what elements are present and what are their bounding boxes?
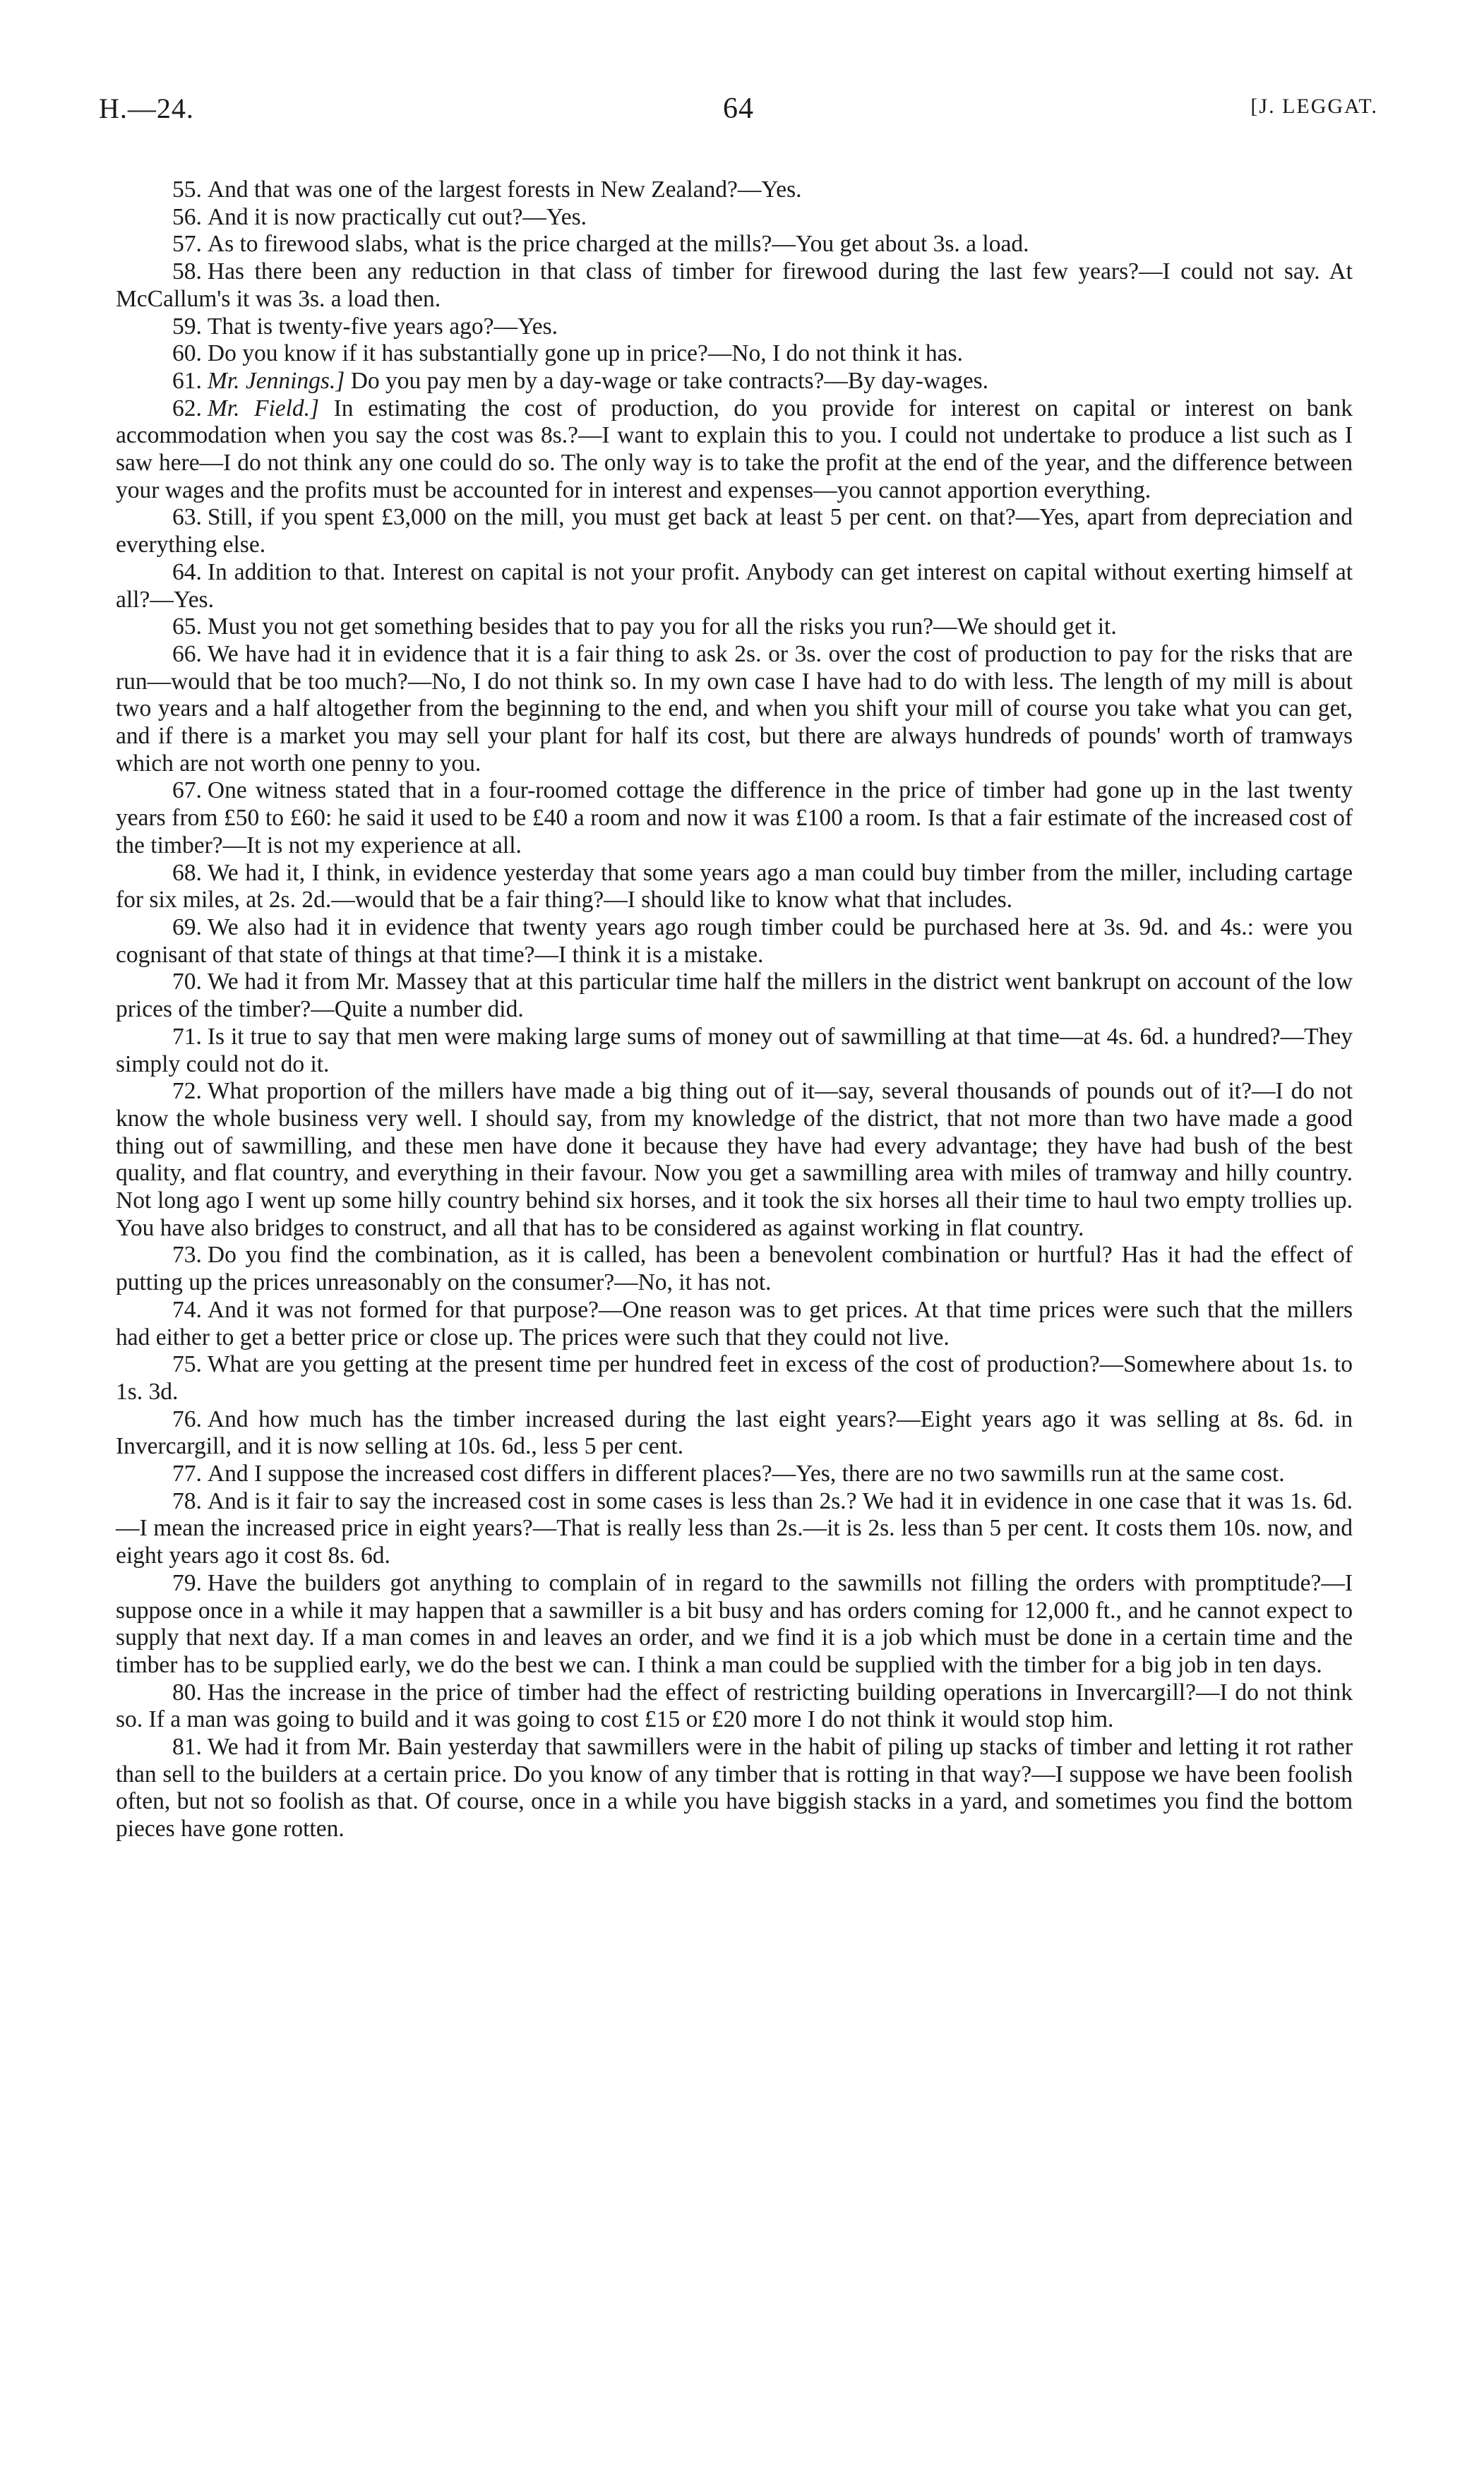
- testimony-paragraph: [116, 258, 1353, 313]
- testimony-paragraph: [116, 395, 1353, 505]
- paragraph-text: And how much has the timber increased during the last eight years?—Eight years ago it was selling at 8s. 6d. in Invercargill, and it is now selling at 10s. 6d., less 5 per cent.: [116, 1406, 1353, 1460]
- testimony-paragraph: [116, 1406, 1353, 1461]
- testimony-paragraph: [116, 504, 1353, 558]
- paragraph-text: What proportion of the millers have made a big thing out of it—say, several thousands of pounds out of it?—I do not know the whole business very well. I should say, from my knowledge of the district, that not more than two have made a good thing out of sawmilling, and these men have done it because they have had every advantage; they have had bush of the best quality, and flat country, and everything in their favour. Now you get a sawmilling area with miles of tramway and hilly country. Not long ago I went up some hilly country behind six horses, and it took the six horses all their time to haul two empty trollies up. You have also bridges to construct, and all that has to be considered as against working in flat country.: [116, 1078, 1353, 1241]
- paragraph-text: Has there been any reduction in that class of timber for firewood during the last few years?—I could not say. At McCallum's it was 3s. a load then.: [116, 258, 1353, 312]
- paragraph-text: And that was one of the largest forests in New Zealand?—Yes.: [207, 176, 802, 203]
- question-number: 62.: [172, 395, 202, 421]
- testimony-paragraph: [116, 1297, 1353, 1351]
- testimony-paragraph: [116, 641, 1353, 778]
- question-number: 70.: [172, 969, 202, 995]
- testimony-paragraph: [116, 1679, 1353, 1734]
- paragraph-text: In estimating the cost of production, do you provide for interest on capital or interest on bank accommodation when you say the cost was 8s.?—I want to explain this to you. I could not undertake to produce a list such as I saw here—I do not think any one could do so. The only way is to take the profit at the end of the year, and the difference between your wages and the profits must be accounted for in interest and expenses—you cannot apportion everything.: [116, 395, 1353, 503]
- question-number: 63.: [172, 504, 202, 531]
- testimony-paragraph: [116, 340, 1353, 368]
- paragraph-text: And it is now practically cut out?—Yes.: [207, 203, 587, 230]
- question-number: 60.: [172, 340, 202, 367]
- question-number: 81.: [172, 1734, 202, 1761]
- paragraph-text: We had it, I think, in evidence yesterday that some years ago a man could buy timber from the miller, including cartage for six miles, at 2s. 2d.—would that be a fair thing?—I should like to know what that includes.: [116, 859, 1353, 913]
- question-number: 65.: [172, 613, 202, 640]
- testimony-paragraph: [116, 914, 1353, 969]
- page-header: [99, 92, 1378, 148]
- testimony-paragraph: [116, 1461, 1353, 1488]
- question-number: 58.: [172, 258, 202, 285]
- paragraph-text: Is it true to say that men were making large sums of money out of sawmilling at that time—at 4s. 6d. a hundred?—They simply could not do it.: [116, 1023, 1353, 1077]
- testimony-paragraph: [116, 313, 1353, 341]
- question-number: 68.: [172, 859, 202, 886]
- speaker-label: Mr. Field.]: [207, 395, 320, 421]
- question-number: 57.: [172, 231, 202, 258]
- paragraph-text: That is twenty-five years ago?—Yes.: [207, 313, 558, 340]
- witness-name: [J. LEGGAT.: [1250, 95, 1378, 118]
- paragraph-text: Have the builders got anything to complain of in regard to the sawmills not filling the orders with promptitude?—I suppose once in a while it may happen that a sawmiller is a bit busy and has orders coming for 12,000 ft., and he cannot expect to supply that next day. If a man comes in and leaves an order, and we find it is a job which must be done in a certain time and the timber has to be supplied early, we do the best we can. I think a man could be supplied with the timber for a big job in ten days.: [116, 1569, 1353, 1678]
- testimony-paragraph: [116, 1242, 1353, 1296]
- paragraph-text: Has the increase in the price of timber had the effect of restricting building operations in Invercargill?—I do not think so. If a man was going to build and it was going to cost £15 or £20 more I do not think it would stop him.: [116, 1679, 1353, 1733]
- testimony-paragraph: [116, 1351, 1353, 1406]
- document-body: [116, 176, 1353, 1843]
- paragraph-text: One witness stated that in a four-roomed cottage the difference in the price of timber had gone up in the last twenty years from £50 to £60: he said it used to be £40 a room and now it was £100 a room. Is that a fair estimate of the increased cost of the timber?—It is not my experience at all.: [116, 777, 1353, 858]
- question-number: 72.: [172, 1078, 202, 1105]
- question-number: 73.: [172, 1242, 202, 1269]
- paragraph-text: And I suppose the increased cost differs in different places?—Yes, there are no two sawmills run at the same cost.: [207, 1461, 1285, 1487]
- paragraph-text: Do you pay men by a day-wage or take contracts?—By day-wages.: [350, 367, 988, 394]
- paragraph-text: Must you not get something besides that to pay you for all the risks you run?—We should get it.: [207, 613, 1117, 640]
- question-number: 64.: [172, 558, 202, 585]
- testimony-paragraph: [116, 204, 1353, 232]
- testimony-paragraph: [116, 1570, 1353, 1679]
- testimony-paragraph: [116, 777, 1353, 859]
- testimony-paragraph: [116, 1734, 1353, 1843]
- question-number: 78.: [172, 1487, 202, 1514]
- question-number: 55.: [172, 176, 202, 203]
- testimony-paragraph: [116, 860, 1353, 914]
- testimony-paragraph: [116, 231, 1353, 258]
- paragraph-text: Do you know if it has substantially gone up in price?—No, I do not think it has.: [207, 340, 963, 367]
- question-number: 67.: [172, 777, 202, 804]
- testimony-paragraph: [116, 1488, 1353, 1570]
- paragraph-text: And is it fair to say the increased cost in some cases is less than 2s.? We had it in evidence in one case that it was 1s. 6d.—I mean the increased price in eight years?—That is really less than 2s.—it is 2s. less than 5 per cent. It costs them 10s. now, and eight years ago it cost 8s. 6d.: [116, 1487, 1353, 1569]
- question-number: 69.: [172, 913, 202, 940]
- question-number: 71.: [172, 1023, 202, 1050]
- paragraph-text: In addition to that. Interest on capital is not your profit. Anybody can get interest on capital without exerting himself at all?—Yes.: [116, 558, 1353, 613]
- question-number: 80.: [172, 1679, 202, 1706]
- question-number: 76.: [172, 1406, 202, 1432]
- question-number: 59.: [172, 313, 202, 340]
- question-number: 74.: [172, 1296, 202, 1323]
- paragraph-text: Do you find the combination, as it is called, has been a benevolent combination or hurtful? Has it had the effect of putting up the prices unreasonably on the consumer?—No, it has not.: [116, 1242, 1353, 1296]
- paragraph-text: We had it from Mr. Massey that at this particular time half the millers in the district went bankrupt on account of the low prices of the timber?—Quite a number did.: [116, 969, 1353, 1023]
- testimony-paragraph: [116, 1078, 1353, 1242]
- question-number: 77.: [172, 1461, 202, 1487]
- paragraph-text: We had it from Mr. Bain yesterday that sawmillers were in the habit of piling up stacks of timber and letting it rot rather than sell to the builders at a certain price. Do you know of any timber that is rotting in that way?—I suppose we have been foolish often, but not so foolish as that. Of course, once in a while you have biggish stacks in a yard, and sometimes you find the bottom pieces have gone rotten.: [116, 1734, 1353, 1843]
- question-number: 79.: [172, 1569, 202, 1596]
- paragraph-text: What are you getting at the present time per hundred feet in excess of the cost of production?—Somewhere about 1s. to 1s. 3d.: [116, 1351, 1353, 1405]
- speaker-label: Mr. Jennings.]: [207, 367, 345, 394]
- testimony-paragraph: [116, 969, 1353, 1023]
- paragraph-text: We have had it in evidence that it is a fair thing to ask 2s. or 3s. over the cost of production to pay for the risks that are run—would that be too much?—No, I do not think so. In my own case I have had to do with less. The length of my mill is about two years and a half altogether from the beginning to the end, and when you shift your mill of course you take what you can get, and if there is a market you may sell your plant for half its cost, but there are always hundreds of pounds' worth of tramways which are not worth one penny to you.: [116, 640, 1353, 777]
- paragraph-text: And it was not formed for that purpose?—One reason was to get prices. At that time prices were such that the millers had either to get a better price or close up. The prices were such that they could not live.: [116, 1296, 1353, 1350]
- question-number: 61.: [172, 367, 202, 394]
- testimony-paragraph: [116, 176, 1353, 204]
- page-number: 64: [723, 92, 754, 125]
- question-number: 66.: [172, 640, 202, 667]
- question-number: 75.: [172, 1351, 202, 1378]
- paragraph-text: We also had it in evidence that twenty years ago rough timber could be purchased here at 3s. 9d. and 4s.: were you cognisant of that state of things at that time?—I think it is a mistake.: [116, 913, 1353, 968]
- testimony-paragraph: [116, 559, 1353, 613]
- paragraph-text: Still, if you spent £3,000 on the mill, you must get back at least 5 per cent. on that?—Yes, apart from depreciation and everything else.: [116, 504, 1353, 558]
- question-number: 56.: [172, 203, 202, 230]
- testimony-paragraph: [116, 368, 1353, 395]
- testimony-paragraph: [116, 1024, 1353, 1078]
- paragraph-text: As to firewood slabs, what is the price charged at the mills?—You get about 3s. a load.: [207, 231, 1029, 258]
- testimony-paragraph: [116, 613, 1353, 641]
- document-reference: H.—24.: [99, 92, 194, 124]
